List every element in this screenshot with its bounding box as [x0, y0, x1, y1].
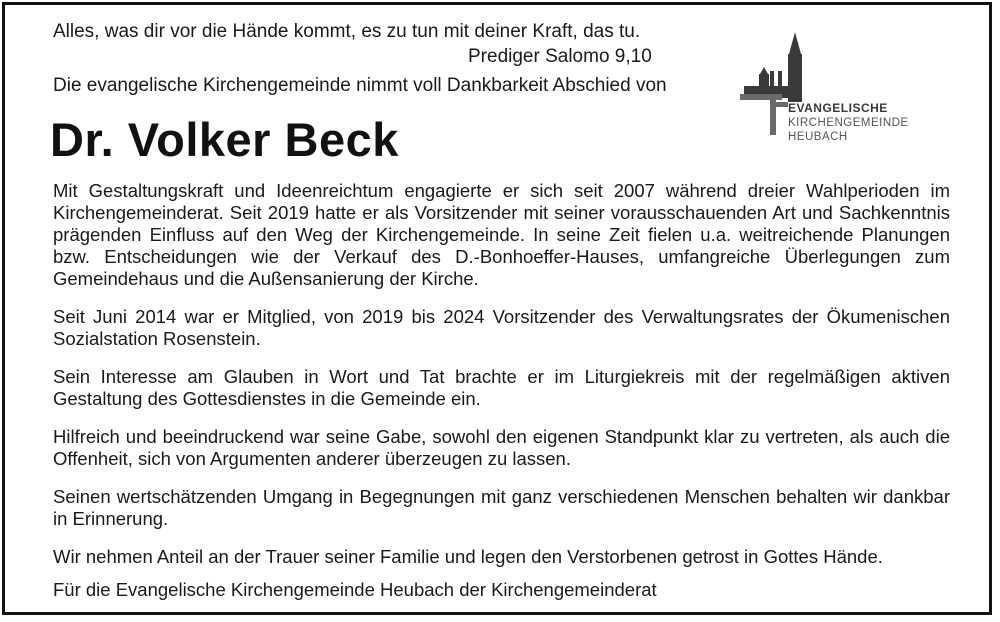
intro-line: Die evangelische Kirchengemeinde nimmt voll Dankbarkeit Abschied von	[53, 75, 667, 96]
obituary-body	[53, 180, 950, 584]
logo-line-1: EVANGELISCHE	[788, 101, 888, 115]
paragraph-6: Wir nehmen Anteil an der Trauer seiner Familie und legen den Verstorbenen getrost in Gottes Hände.	[53, 546, 883, 567]
bible-quote: Alles, was dir vor die Hände kommt, es zu tun mit deiner Kraft, das tu.	[53, 21, 641, 42]
deceased-name: Dr. Volker Beck	[50, 113, 399, 166]
paragraph-1: Mit Gestaltungskraft und Ideenreichtum engagierte er sich seit 2007 während dreier Wahlperioden im Kirchengemeinderat. Seit 2019 hatte er als Vorsitzender mit seiner vorausschauenden Art und Sachkenntnis prägenden Einfluss auf den Weg der Kirchengemeinde. In seine Zeit fielen u.a. weitreichende Planungen bzw. Entscheidungen wie der Verkauf des D.-Bonhoeffer-Hauses, umfangreiche Überlegungen zum Gemeindehaus und die Außensanierung der Kirche.	[53, 180, 950, 289]
church-logo	[740, 27, 955, 147]
paragraph-2: Seit Juni 2014 war er Mitglied, von 2019 bis 2024 Vorsitzender des Verwaltungsrates der Ökumenischen Sozialstation Rosenstein.	[53, 306, 950, 349]
paragraph-3: Sein Interesse am Glauben in Wort und Tat brachte er im Liturgiekreis mit der regelmäßigen aktiven Gestaltung des Gottesdienstes in die Gemeinde ein.	[53, 366, 950, 409]
quote-source: Prediger Salomo 9,10	[468, 46, 652, 67]
logo-line-3: HEUBACH	[788, 131, 848, 143]
church-icon	[740, 27, 955, 147]
paragraph-5: Seinen wertschätzenden Umgang in Begegnungen mit ganz verschiedenen Menschen behalten wir dankbar in Erinnerung.	[53, 486, 950, 529]
signature-line: Für die Evangelische Kirchengemeinde Heubach der Kirchengemeinderat	[53, 579, 657, 600]
paragraph-4: Hilfreich und beeindruckend war seine Gabe, sowohl den eigenen Standpunkt klar zu vertreten, als auch die Offenheit, sich von Argumenten anderer überzeugen zu lassen.	[53, 426, 950, 469]
logo-line-2: KIRCHENGEMEINDE	[788, 117, 909, 129]
